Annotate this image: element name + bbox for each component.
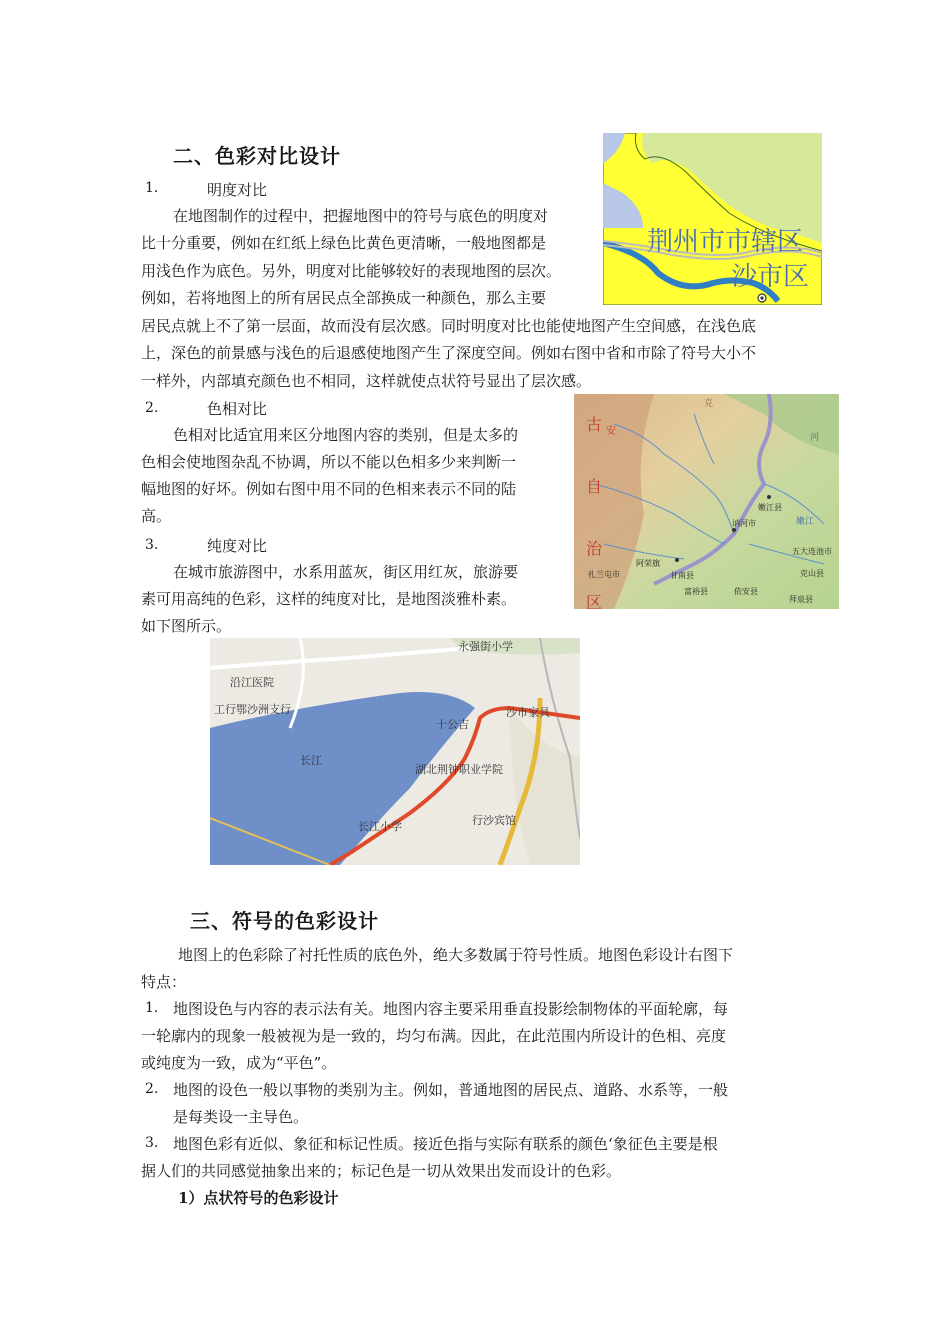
point-3-line: 据人们的共同感觉抽象出来的；标记色是一切从效果出发而设计的色彩。 (141, 1162, 622, 1180)
item-1-line: 上，深色的前景感与浅色的后退感使地图产生了深度空间。例如右图中省和市除了符号大小不 (141, 344, 757, 362)
item-2-number: 2. (145, 400, 159, 416)
map2-place-label: 讷河市 (732, 519, 756, 528)
item-2-heading: 色相对比 (207, 400, 268, 418)
map3-place-label: 工行鄂沙洲支行 (214, 703, 291, 716)
map3-place-label: 沿江医院 (230, 676, 274, 689)
section-3-intro-line: 特点： (141, 973, 187, 991)
item-2-line: 色相会使地图杂乱不协调，所以不能以色相多少来判断一 (141, 453, 517, 471)
item-1-line: 在地图制作的过程中，把握地图中的符号与底色的明度对 (173, 207, 549, 225)
map2-place-label: 阿荣旗 (636, 559, 660, 568)
item-1-line: 例如，若将地图上的所有居民点全部换成一种颜色，那么主要 (141, 289, 547, 307)
map3-place-label: 沙市家具 (506, 706, 550, 719)
map2-place-label: 甘南县 (670, 571, 694, 580)
map3-place-label: 长江 (300, 754, 322, 767)
item-3-line: 如下图所示。 (141, 617, 232, 635)
city-tourist-map (210, 638, 580, 865)
item-3-line: 在城市旅游图中，水系用蓝灰，街区用红灰，旅游要 (173, 563, 519, 581)
map3-place-label: 行沙宾馆 (472, 814, 516, 827)
item-1-line: 居民点就上不了第一层面，故而没有层次感。同时明度对比也能使地图产生空间感，在浅色底 (141, 317, 757, 335)
map3-place-label: 永强街小学 (458, 640, 513, 653)
point-2-number: 2. (145, 1081, 159, 1097)
point-2-line: 地图的设色一般以事物的类别为主。例如，普通地图的居民点、道路、水系等，一般 (173, 1081, 729, 1099)
map2-region-label: 区 (586, 593, 603, 609)
item-1-line: 用浅色作为底色。另外，明度对比能够较好的表现地图的层次。 (141, 262, 562, 280)
map2-place-label: 依安县 (734, 587, 758, 596)
point-3-number: 3. (145, 1135, 159, 1151)
item-2-line: 色相对比适宜用来区分地图内容的类别，但是太多的 (173, 426, 519, 444)
item-1-line: 比十分重要，例如在红纸上绿色比黄色更清晰，一般地图都是 (141, 234, 547, 252)
map2-place-label: 嫩江 (796, 517, 815, 527)
map2-region-label: 治 (586, 539, 603, 558)
map2-place-label: 扎兰屯市 (588, 570, 620, 579)
map1-district-label: 沙市区 (731, 262, 810, 292)
section-3-intro-line: 地图上的色彩除了衬托性质的底色外，绝大多数属于符号性质。地图色彩设计右图下 (178, 946, 734, 964)
map2-region-label: 古 (586, 415, 603, 434)
map2-place-label: 河 (810, 433, 820, 443)
section-2-title: 二、色彩对比设计 (173, 144, 341, 168)
point-1-line: 或纯度为一致，成为“平色”。 (141, 1054, 337, 1072)
map2-place-label: 克 (704, 399, 714, 409)
item-1-line: 一样外，内部填充颜色也不相同，这样就使点状符号显出了层次感。 (141, 372, 592, 390)
item-2-line: 幅地图的好坏。例如右图中用不同的色相来表示不同的陆 (141, 480, 517, 498)
item-1-heading: 明度对比 (207, 181, 268, 199)
map2-place-label: 安 (606, 426, 616, 437)
map3-place-label: 长江小学 (358, 820, 402, 833)
map2-region-label: 自 (586, 477, 603, 496)
map3-place-label: 湖北荆钟职业学院 (415, 763, 503, 776)
point-1-line: 地图设色与内容的表示法有关。地图内容主要采用垂直投影绘制物体的平面轮廓，每 (173, 1000, 729, 1018)
item-3-heading: 纯度对比 (207, 537, 268, 555)
point-2-line: 是每类设一主导色。 (173, 1108, 309, 1126)
item-2-line: 高。 (141, 507, 172, 525)
map2-place-label: 拜泉县 (789, 595, 813, 604)
map2-place-label: 克山县 (800, 569, 824, 578)
item-1-number: 1. (145, 180, 159, 196)
map2-place-label: 五大连池市 (792, 547, 832, 556)
point-1-number: 1. (145, 1000, 159, 1016)
map1-city-label: 荆州市市辖区 (647, 227, 804, 257)
map2-place-label: 富裕县 (684, 587, 708, 596)
item-3-number: 3. (145, 537, 159, 553)
map2-place-label: 嫩江县 (758, 503, 782, 512)
item-3-line: 素可用高纯的色彩，这样的纯度对比，是地图淡雅朴素。 (141, 590, 517, 608)
subheading-point-symbols: 1）点状符号的色彩设计 (178, 1189, 339, 1207)
map3-place-label: 十公吉 (436, 718, 469, 731)
point-1-line: 一轮廓内的现象一般被视为是一致的，均匀布满。因此，在此范围内所设计的色相、亮度 (141, 1027, 727, 1045)
point-3-line: 地图色彩有近似、象征和标记性质。接近色指与实际有联系的颜色‘象征色主要是根 (173, 1135, 718, 1153)
terrain-hue-map (574, 394, 839, 609)
section-3-title: 三、符号的色彩设计 (190, 909, 379, 933)
jingzhou-district-map (603, 133, 822, 305)
